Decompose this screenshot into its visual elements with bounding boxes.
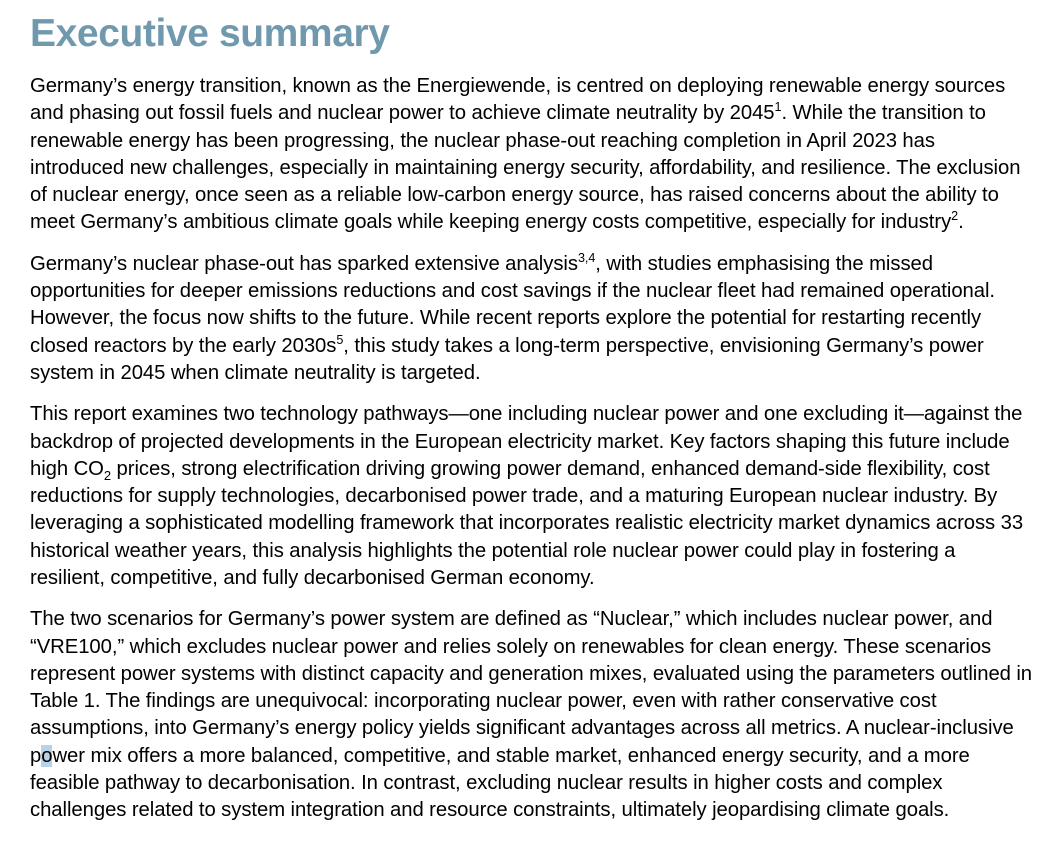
footnote-marker: 2 xyxy=(951,209,959,224)
footnote-marker: 1 xyxy=(774,100,782,115)
footnote-marker: 3,4 xyxy=(577,250,596,265)
paragraph-4: The two scenarios for Germany’s power system are defined as “Nuclear,” which includes nuclear power, and “VRE100,” which excludes nuclear power and relies solely on renewables for clean energy. These scenarios represent power systems with distinct capacity and generation mixes, evaluated using the parameters outlined in Table 1. The findings are unequivocal: incorporating nuclear power, even with rather conservative cost assumptions, into Germany’s energy policy yields significant advantages across all metrics. A nuclear-inclusive power mix offers a more balanced, competitive, and stable market, enhanced energy security, and a more feasible pathway to decarbonisation. In contrast, excluding nuclear results in higher costs and complex challenges related to system integration and resource constraints, ultimately jeopardising climate goals. xyxy=(30,608,1033,822)
text-selection-highlight: o xyxy=(41,744,53,767)
document-body xyxy=(30,73,1034,825)
page-title: Executive summary xyxy=(30,12,390,55)
subscript-number: 2 xyxy=(103,467,112,483)
paragraph-3: This report examines two technology pathways—one including nuclear power and one excluding it—against the backdrop of projected developments in the European electricity market. Key factors shaping this future include high $CO_2$ prices, strong electrification driving growing power demand, enhanced demand-side flexibility, cost reductions for supply technologies, decarbonised power trade, and a maturing European nuclear industry. By leveraging a sophisticated modelling framework that incorporates realistic electricity market dynamics across 33 historical weather years, this analysis highlights the potential role nuclear power could play in fostering a resilient, competitive, and fully decarbonised German economy. xyxy=(30,403,1024,589)
paragraph-1: Germany’s energy transition, known as the Energiewende, is centred on deploying renewable energy sources and phasing out fossil fuels and nuclear power to achieve climate neutrality by 2045$^1$. While the transition to renewable energy has been progressing, the nuclear phase-out reaching completion in April 2023 has introduced new challenges, especially in maintaining energy security, affordability, and resilience. The exclusion of nuclear energy, once seen as a reliable low-carbon energy source, has raised concerns about the ability to meet Germany’s ambitious climate goals while keeping energy costs competitive, especially for industry$^2$. xyxy=(30,74,1021,234)
footnote-marker: 5 xyxy=(336,332,344,347)
paragraph-2: Germany’s nuclear phase-out has sparked extensive analysis$^{3,4}$, with studies emphasising the missed opportunities for deeper emissions reductions and cost savings if the nuclear fleet had remained operational. However, the focus now shifts to the future. While recent reports explore the potential for restarting recently closed reactors by the early $2030s^5$, this study takes a long-term perspective, envisioning Germany’s power system in 2045 when climate neutrality is targeted. xyxy=(30,250,996,384)
